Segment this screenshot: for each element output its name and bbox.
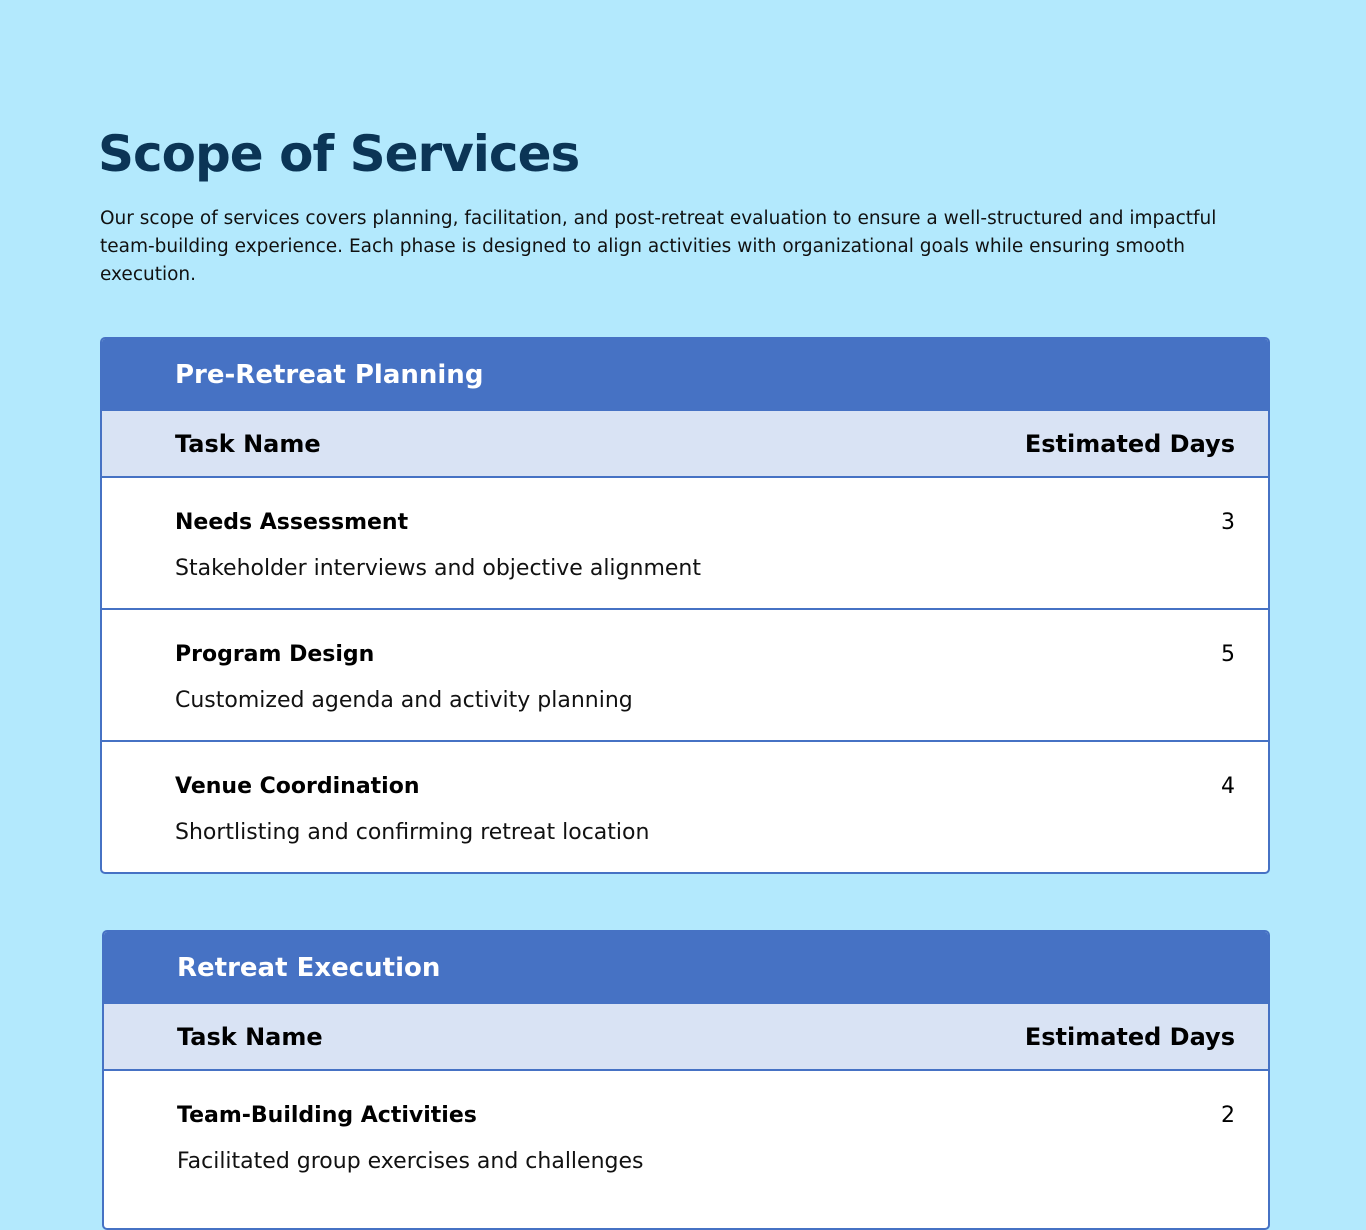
task-days: 2 bbox=[1221, 1102, 1235, 1128]
task-days: 3 bbox=[1221, 509, 1235, 535]
section-title: Retreat Execution bbox=[104, 932, 1268, 1004]
task-description: Facilitated group exercises and challenges bbox=[177, 1149, 644, 1174]
column-header-task-name: Task Name bbox=[175, 429, 321, 458]
task-row bbox=[102, 610, 1268, 742]
task-name: Team-Building Activities bbox=[177, 1102, 477, 1128]
column-header-row bbox=[102, 411, 1268, 478]
column-header-row bbox=[104, 1004, 1268, 1071]
column-header-task-name: Task Name bbox=[177, 1022, 323, 1051]
task-row bbox=[102, 478, 1268, 610]
task-days: 5 bbox=[1221, 641, 1235, 667]
task-description: Shortlisting and confirming retreat location bbox=[175, 820, 650, 845]
column-header-estimated-days: Estimated Days bbox=[1024, 429, 1235, 458]
task-name: Venue Coordination bbox=[175, 773, 420, 799]
section-title: Pre-Retreat Planning bbox=[102, 339, 1268, 411]
section-card-pre-retreat-planning bbox=[100, 337, 1270, 874]
intro-paragraph: Our scope of services covers planning, facilitation, and post-retreat evaluation to ensure a well-structured and impactful team-building experience. Each phase is designed to align activities with organizational goals while ensuring smooth execution. bbox=[100, 208, 1217, 285]
task-row bbox=[102, 742, 1268, 874]
task-days: 4 bbox=[1221, 773, 1235, 799]
task-name: Program Design bbox=[175, 641, 375, 667]
task-description: Customized agenda and activity planning bbox=[175, 688, 633, 713]
column-header-estimated-days: Estimated Days bbox=[1024, 1022, 1235, 1051]
task-name: Needs Assessment bbox=[175, 509, 409, 535]
task-description: Stakeholder interviews and objective alignment bbox=[175, 556, 701, 581]
page-title: Scope of Services bbox=[98, 125, 580, 183]
task-row bbox=[104, 1071, 1268, 1203]
section-card-retreat-execution bbox=[102, 930, 1270, 1230]
